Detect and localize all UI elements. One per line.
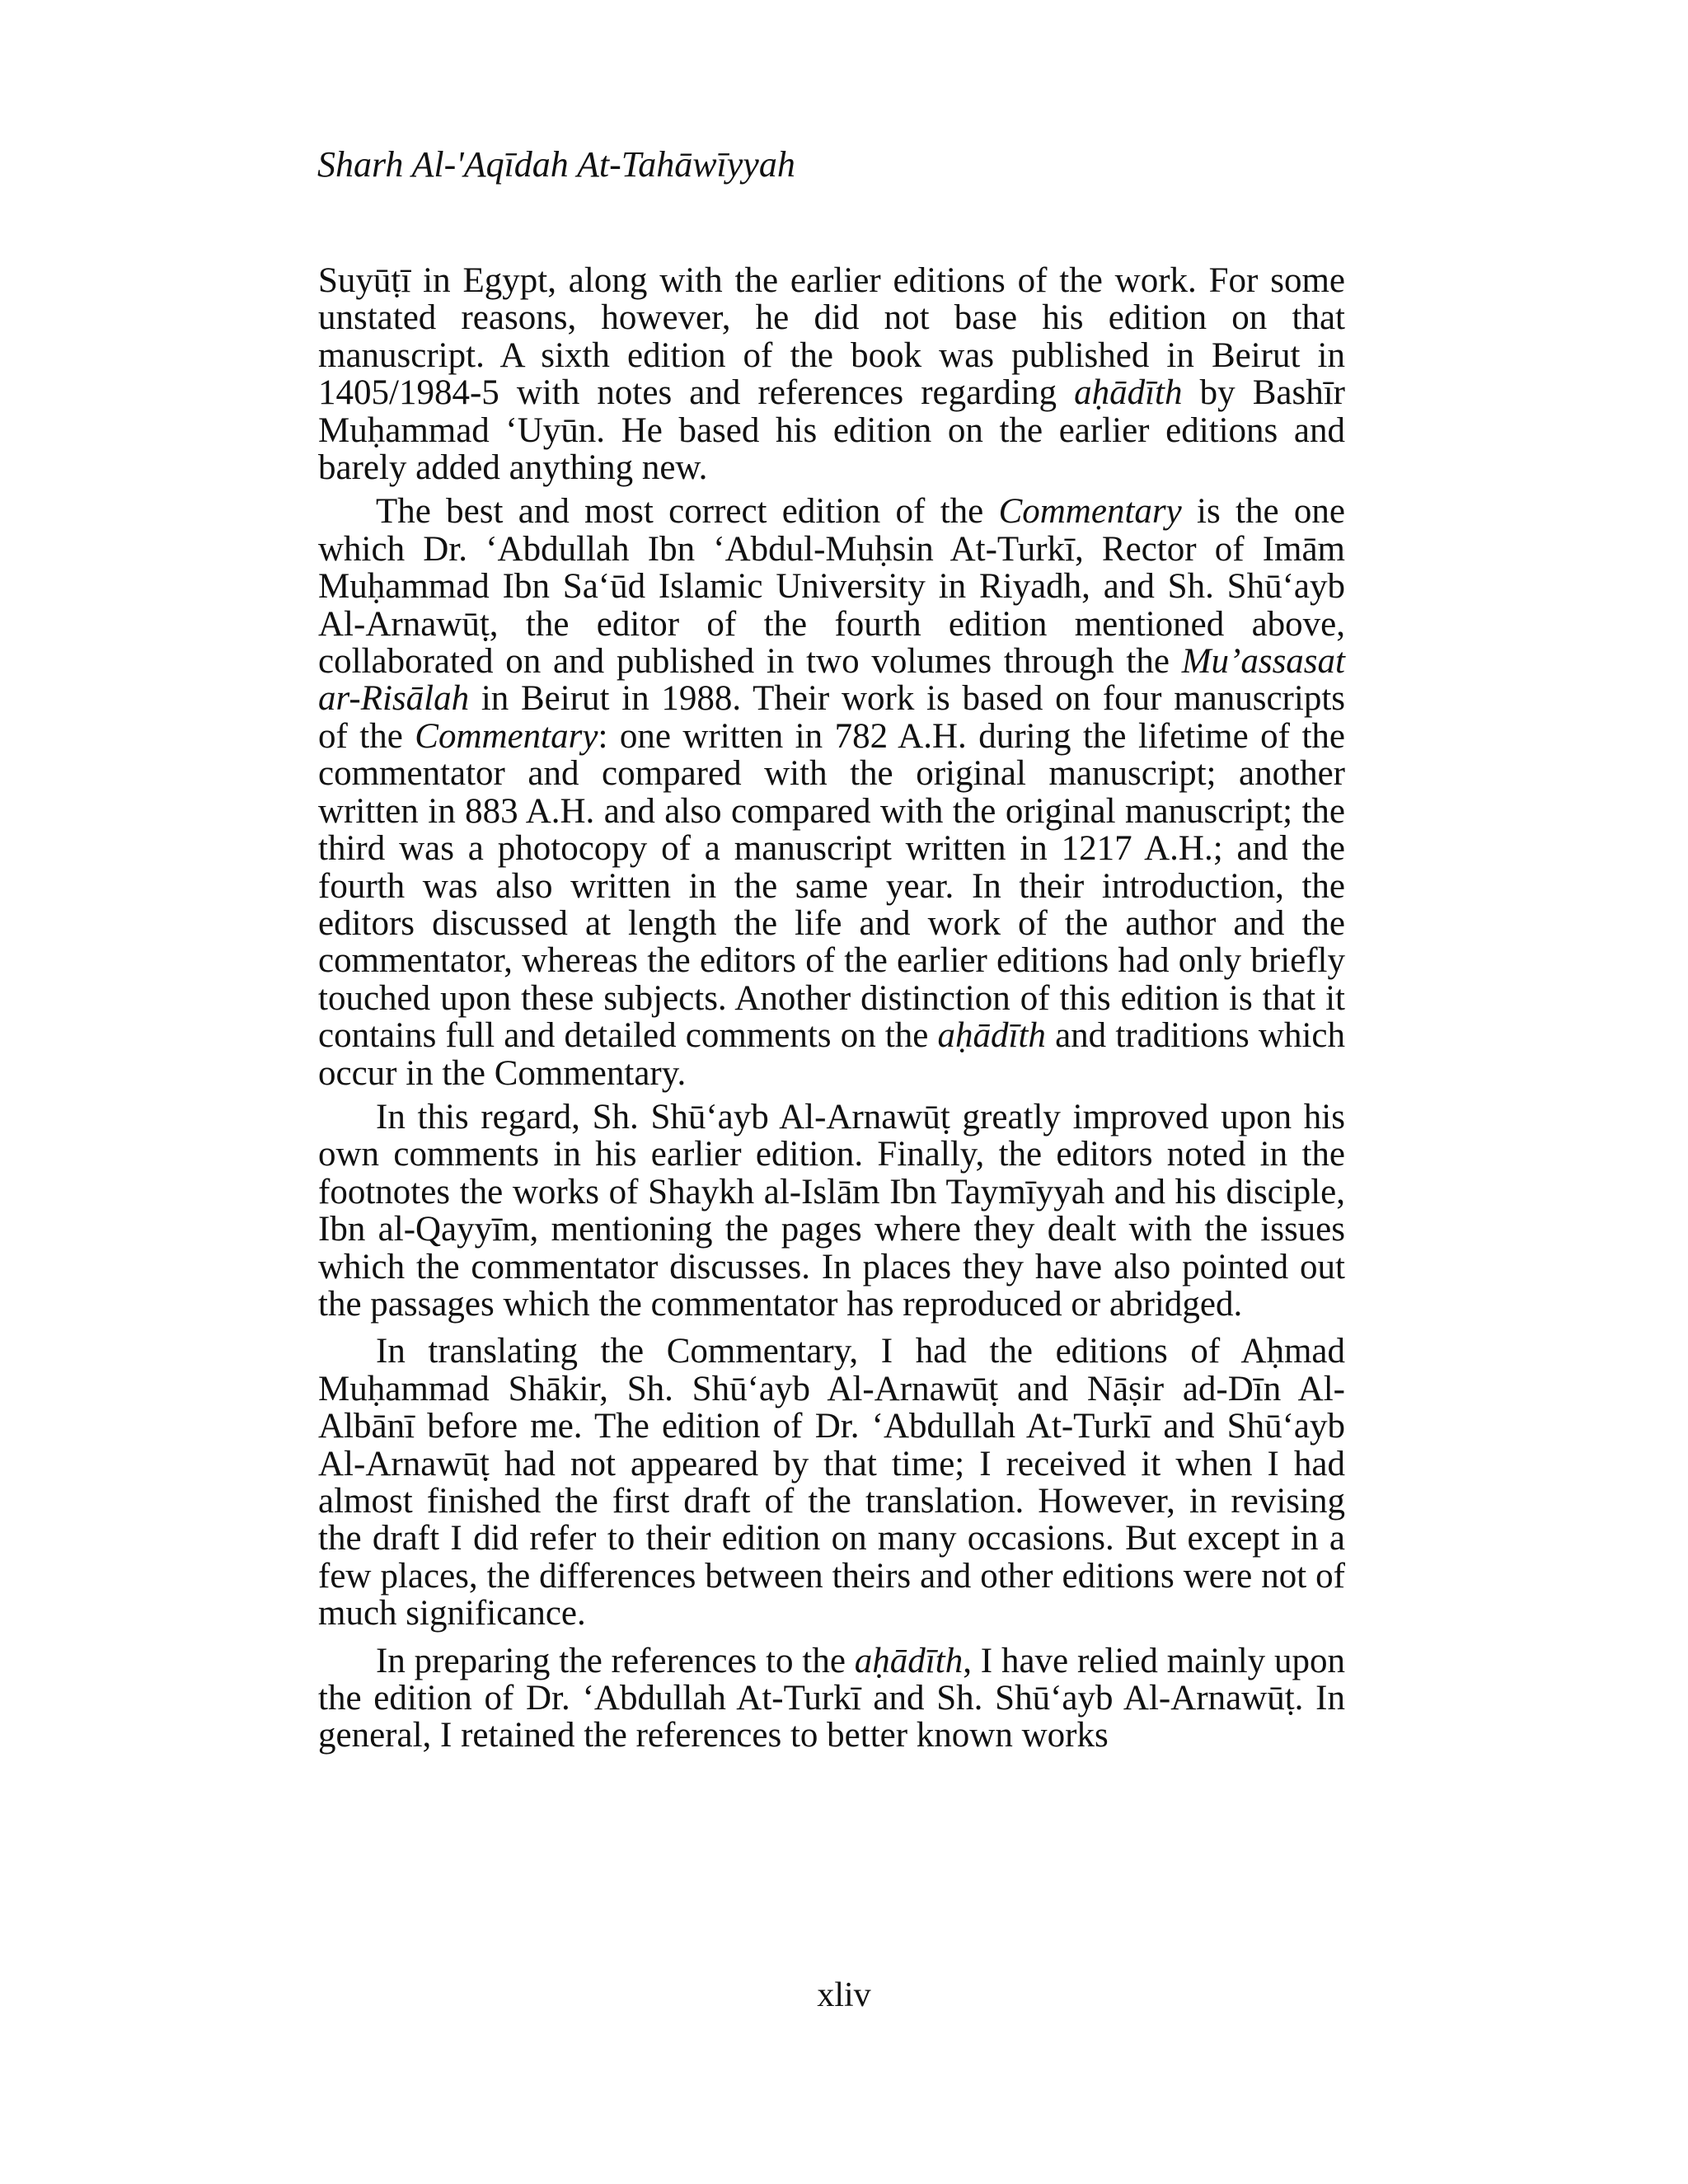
paragraph [318,1643,1345,1755]
italic-text: Commentary [415,716,598,756]
text-run: in Beirut in 1988. Their work is based on four manuscripts of the [318,679,1345,756]
text-run: In this regard, Sh. Shū‘ayb Al-Arnawūṭ greatly improved upon his own comments in his earlier edition. Finally, the editors noted in the footnotes the works of Shaykh al-Islām Ibn Taymīyyah and his disciple, Ibn al-Qayyīm, mentioning the pages where they dealt with the issues which the commentator discusses. In places they have also pointed out the passages which the commentator has reproduced or abridged. [318,1097,1345,1324]
paragraph [318,262,1345,486]
italic-text: Mu’assasat ar-Risālah [318,642,1345,719]
text-run: In translating the Commentary, I had the editions of Aḥmad Muḥammad Shākir, Sh. Shū‘ayb Al-Arnawūṭ and Nāṣir ad-Dīn Al-Albānī before me. The edition of Dr. ‘Abdullah At-Turkī and Shū‘ayb Al-Arnawūṭ had not appeared by that time; I received it when I had almost finished the first draft of the translation. However, in revising the draft I did refer to their edition on many occasions. But except in a few places, the differences between theirs and other editions were not of much significance. [318,1332,1345,1633]
body-text [318,262,1345,1755]
paragraph [318,1333,1345,1632]
text-run: The best and most correct edition of the [376,492,999,532]
text-run: by Bashīr Muḥammad ‘Uyūn. He based his edition on the earlier editions and barely added anything new. [318,373,1345,488]
text-run: , I have relied mainly upon the edition of Dr. ‘Abdullah At-Turkī and Sh. Shū‘ayb Al-Arnawūṭ. In general, I retained the references to better known works [318,1641,1345,1755]
paragraph [318,493,1345,1092]
text-run: Suyūṭī in Egypt, along with the earlier editions of the work. For some unstated reasons, however, he did not base his edition on that manuscript. A sixth edition of the book was published in Beirut in 1405/1984-5 with notes and references regarding [318,261,1345,413]
italic-text: aḥādīth [1074,373,1183,413]
text-run: In preparing the references to the [376,1641,855,1680]
running-header: Sharh Al-'Aqīdah At-Tahāwīyyah [317,144,795,185]
italic-text: Commentary [998,492,1182,532]
text-run: is the one which Dr. ‘Abdullah Ibn ‘Abdul-Muḥsin At-Turkī, Rector of Imām Muḥammad Ibn Sa‘ūd Islamic University in Riyadh, and Sh. Shū‘ayb Al-Arnawūṭ, the editor of the fourth edition mentioned above, collaborated on and published in two volumes through the [318,492,1345,682]
text-run: : one written in 782 A.H. during the lifetime of the commentator and compared with the original manuscript; another written in 883 A.H. and also compared with the original manuscript; the third was a photocopy of a manuscript written in 1217 A.H.; and the fourth was also written in the same year. In their introduction, the editors discussed at length the life and work of the author and the commentator, whereas the editors of the earlier editions had only briefly touched upon these subjects. Another distinction of this edition is that it contains full and detailed comments on the [318,716,1345,1056]
text-run: and traditions which occur in the Commentary. [318,1016,1345,1093]
italic-text: aḥādīth [854,1641,964,1680]
page-number: xliv [817,1976,871,2014]
italic-text: aḥādīth [937,1016,1046,1056]
paragraph [318,1099,1345,1323]
